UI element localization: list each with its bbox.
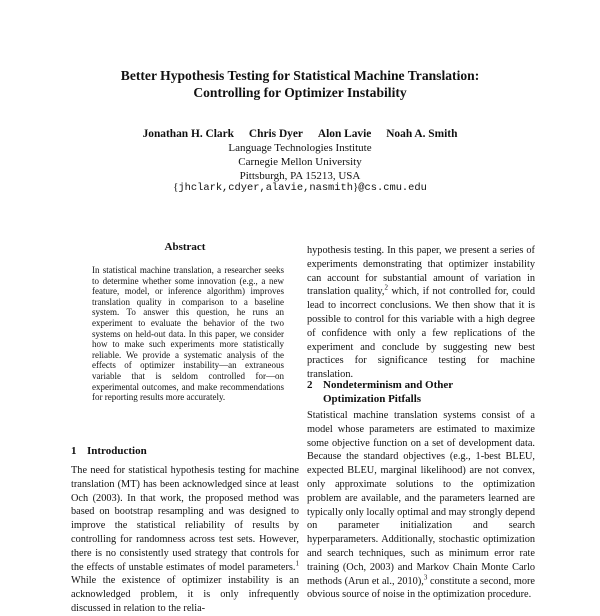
abstract-heading: Abstract [164, 241, 206, 253]
paper-title-line1: Better Hypothesis Testing for Statistical Machine Translation: [120, 68, 480, 83]
author-list [0, 127, 600, 141]
email-brace-open: { [173, 181, 179, 193]
section-heading-nondeterminism [307, 378, 535, 406]
email-brace-close: } [353, 181, 359, 193]
author-name: Alon Lavie [317, 128, 372, 140]
paragraph-text: constitute a second, more obvious source of noise in the optimization procedure. [307, 575, 535, 601]
author-name: Chris Dyer [248, 128, 303, 140]
section-title: Introduction [87, 445, 147, 457]
paragraph-text: The need for statistical hypothesis testing for machine translation (MT) has been acknowledged since at least Och (2003). In that work, the proposed method was based on bootstrap resampling and was designed to improve the statistical reliability of results by controlling for randomness across test sets. However, there is no consistently used strategy that controls for the effects of unstable estimates of model parameters. [71, 465, 299, 573]
footnote-marker: 3 [423, 573, 428, 582]
introduction-continued-paragraph [307, 244, 535, 382]
affiliation-address: Pittsburgh, PA 15213, USA [239, 170, 361, 182]
section-number: 2 [307, 379, 313, 391]
paragraph-text: hypothesis testing. In this paper, we present a series of experiments demonstrating that optimizer instability can account for substantial amount of variation in translation quality, [307, 245, 535, 298]
email-users: jhclark,cdyer,alavie,nasmith [178, 182, 353, 194]
abstract-text: In statistical machine translation, a researcher seeks to determine whether some innovation (e.g., a new feature, model, or inference algorithm) improves translation quality in comparison to a baseline system. To answer this question, he runs an experiment to evaluate the behavior of the two systems on held-out data. In this paper, we consider how to make such experiments more statistically reliable. We provide a systematic analysis of the effects of optimizer instability—an extraneous variable that is seldom controlled for—on experimental outcomes, and make recommendations for reporting results more accurately. [92, 265, 284, 403]
author-emails [0, 180, 600, 195]
section-title: Nondeterminism and Other [323, 379, 454, 391]
nondeterminism-paragraph [307, 409, 535, 602]
section-title-continued: Optimization Pitfalls [323, 393, 422, 405]
affiliation-university: Carnegie Mellon University [238, 156, 362, 168]
footnote-marker: 2 [384, 283, 388, 292]
paragraph-text: While the existence of optimizer instability is an acknowledged problem, it is only infrequently discussed in relation to the relia- [71, 575, 299, 614]
paragraph-text: Statistical machine translation systems consist of a model whose parameters are estimated to maximize some objective function on a set of development data. Because the standard objectives (e.g., 1-best BLEU, expected BLEU, marginal likelihood) are not convex, only approximate solutions to the optimization problem are available, and the parameters learned are typically only locally optimal and may strongly depend on parameter initialization and search hyperparameters. Additionally, stochastic optimization and search techniques, such as minimum error rate training (Och, 2003) and Markov Chain Monte Carlo methods (Arun et al., 2010), [307, 410, 535, 587]
introduction-paragraph [71, 464, 299, 616]
paper-title-line2: Controlling for Optimizer Instability [193, 85, 407, 100]
footnote-marker: 1 [295, 559, 299, 568]
email-domain: @cs.cmu.edu [358, 182, 427, 194]
paragraph-text: which, if not controlled for, could lead to incorrect conclusions. We then show that it is possible to control for this variable with a high degree of confidence with only a few replications of the experiment and conclude by suggesting new best practices for significance testing for machine translation. [307, 286, 536, 381]
section-number: 1 [71, 445, 77, 457]
affiliation-institute: Language Technologies Institute [228, 142, 372, 154]
author-name: Noah A. Smith [386, 128, 458, 140]
section-heading-introduction [71, 444, 147, 458]
author-name: Jonathan H. Clark [142, 128, 235, 140]
